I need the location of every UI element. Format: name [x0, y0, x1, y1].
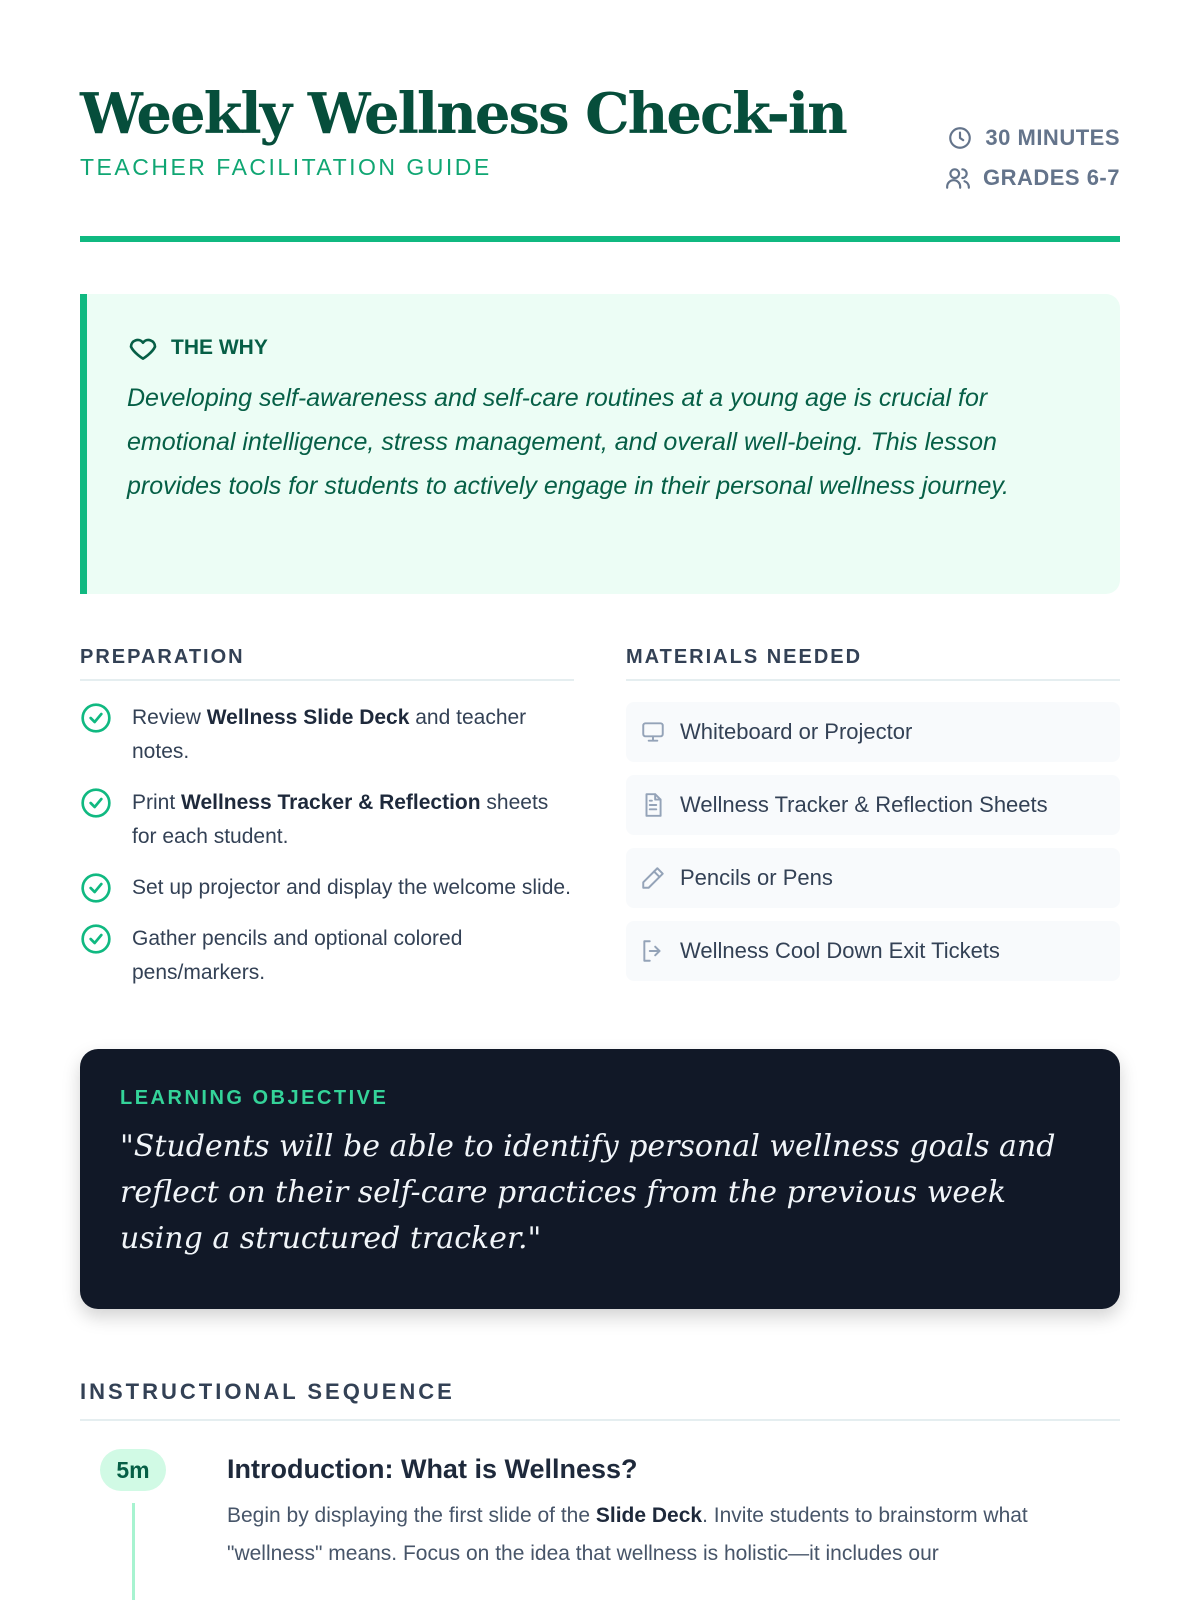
users-icon [945, 165, 971, 191]
duration-meta [945, 118, 1120, 158]
material-item [626, 848, 1120, 908]
prep-item [80, 701, 574, 769]
grades-meta [945, 158, 1120, 198]
the-why-text: Developing self-awareness and self-care routines at a young age is crucial for emotional intelligence, stress management, and overall well-being. This lesson provides tools for students to actively engage in their personal wellness journey. [127, 384, 1009, 500]
prep-item [80, 922, 574, 990]
duration-label: 30 MINUTES [985, 125, 1120, 150]
materials-list [626, 702, 1120, 981]
pencil-icon [640, 865, 666, 891]
instructional-sequence-heading: INSTRUCTIONAL SEQUENCE [80, 1379, 1120, 1421]
the-why-callout [80, 294, 1120, 594]
preparation-heading: PREPARATION [80, 646, 574, 681]
page-subtitle: TEACHER FACILITATION GUIDE [80, 154, 492, 180]
material-item [626, 702, 1120, 762]
monitor-icon [640, 719, 666, 745]
lesson-meta [945, 118, 1120, 198]
prep-item-text: Print Wellness Tracker & Reflection sheets for each student. [132, 791, 549, 848]
prep-item-text: Gather pencils and optional colored pens/markers. [132, 927, 463, 984]
check-circle-icon [80, 787, 112, 819]
learning-objective-card [80, 1049, 1120, 1309]
exit-icon [640, 938, 666, 964]
heart-icon [127, 332, 159, 364]
material-item [626, 775, 1120, 835]
prep-item [80, 871, 574, 905]
prep-item-text: Review Wellness Slide Deck and teacher notes. [132, 706, 527, 763]
grades-label: GRADES 6-7 [982, 165, 1120, 190]
material-label: Whiteboard or Projector [680, 719, 913, 744]
preparation-column [80, 646, 574, 1007]
header [80, 0, 1120, 242]
page-title: Weekly Wellness Check-in [80, 81, 846, 147]
document-icon [640, 792, 666, 818]
timeline-line [132, 1503, 135, 1600]
the-why-heading [127, 332, 1080, 364]
step-description: Begin by displaying the first slide of the Slide Deck. Invite students to brainstorm what "wellness" means. Focus on the idea that wellness is holistic—it includes our [227, 1504, 1028, 1565]
material-label: Pencils or Pens [680, 865, 833, 890]
learning-objective-text: "Students will be able to identify personal wellness goals and reflect on their self-care practices from the previous week using a structured tracker." [120, 1129, 1056, 1256]
check-circle-icon [80, 923, 112, 955]
materials-column [626, 646, 1120, 1007]
step-title: Introduction: What is Wellness? [227, 1454, 638, 1484]
prep-materials-section [80, 646, 1120, 1007]
the-why-title: THE WHY [171, 336, 268, 359]
material-item [626, 921, 1120, 981]
material-label: Wellness Tracker & Reflection Sheets [680, 792, 1048, 817]
check-circle-icon [80, 702, 112, 734]
check-circle-icon [80, 872, 112, 904]
preparation-list [80, 701, 574, 990]
prep-item [80, 786, 574, 854]
materials-heading: MATERIALS NEEDED [626, 646, 1120, 681]
material-label: Wellness Cool Down Exit Tickets [680, 938, 1000, 963]
sequence-step [80, 1449, 1120, 1573]
clock-icon [947, 125, 973, 151]
prep-item-text: Set up projector and display the welcome slide. [132, 876, 571, 899]
learning-objective-heading: LEARNING OBJECTIVE [120, 1087, 389, 1109]
step-time-badge: 5m [100, 1449, 166, 1491]
